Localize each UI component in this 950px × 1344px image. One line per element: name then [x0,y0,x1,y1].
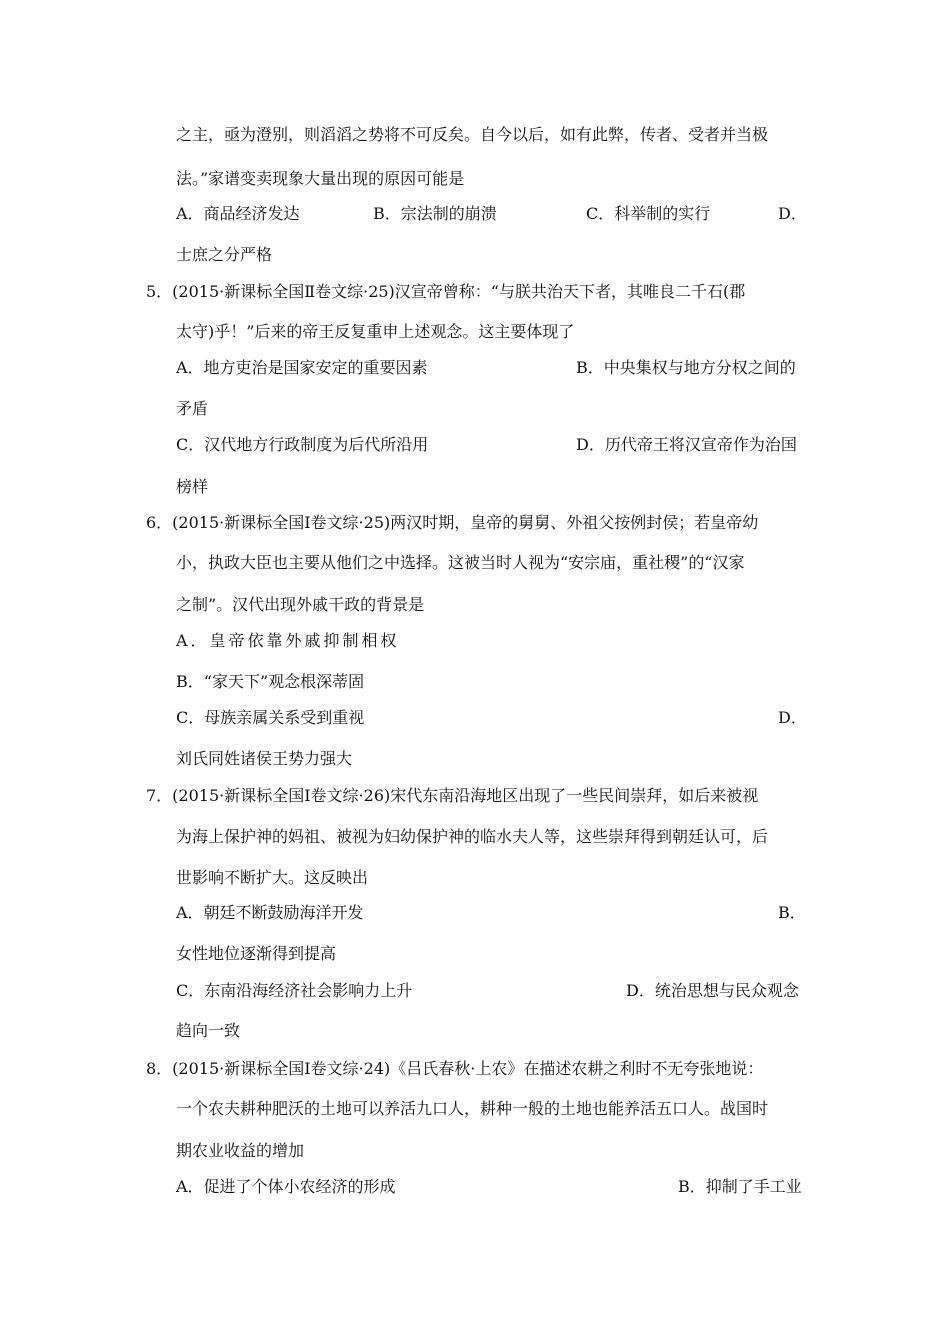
q8-stem-line: 8．(2015·新课标全国Ⅰ卷文综·24)《吕氏春秋·上农》在描述农耕之利时不无夸张地说： [146,1059,764,1078]
q8-option-b: B．抑制了手工业 [678,1177,802,1196]
q7-option-c: C．东南沿海经济社会影响力上升 [176,981,413,1000]
q4-option-b: B．宗法制的崩溃 [373,204,497,223]
q8-stem-line: 期农业收益的增加 [176,1141,305,1160]
q5-option-a: A．地方吏治是国家安定的重要因素 [176,358,428,377]
q7-stem-line: 7．(2015·新课标全国Ⅰ卷文综·26)宋代东南沿海地区出现了一些民间崇拜，如后来被视 [146,786,759,805]
q5-stem-line: 5．(2015·新课标全国Ⅱ卷文综·25)汉宣帝曾称：“与朕共治天下者，其唯良二千石(郡 [146,282,746,301]
q6-option-a: A．皇帝依靠外戚抑制相权 [176,631,400,650]
q6-option-b: B．“家天下”观念根深蒂固 [176,672,365,691]
q6-stem-line: 之制”。汉代出现外戚干政的背景是 [176,595,425,614]
q4-option-a: A．商品经济发达 [176,204,300,223]
q4-option-d-text: 士庶之分严格 [176,245,273,264]
q7-option-b-text: 女性地位逐渐得到提高 [176,944,337,963]
q7-stem-line: 世影响不断扩大。这反映出 [176,868,369,887]
q5-option-b: B．中央集权与地方分权之间的 [576,358,796,377]
q5-option-d: D．历代帝王将汉宣帝作为治国 [576,435,797,454]
q4-option-c: C．科举制的实行 [586,204,711,223]
q6-stem-line: 6．(2015·新课标全国Ⅰ卷文综·25)两汉时期，皇帝的舅舅、外祖父按例封侯；若皇帝幼 [146,513,759,532]
q4-stem-line: 法。”家谱变卖现象大量出现的原因可能是 [176,169,465,188]
q6-option-c: C．母族亲属关系受到重视 [176,708,365,727]
q7-option-b: B． [778,903,806,922]
q4-option-d: D． [778,204,807,223]
q5-option-b-text: 矛盾 [176,399,209,418]
q5-option-c: C．汉代地方行政制度为后代所沿用 [176,435,429,454]
q7-option-d-text: 趋向一致 [176,1021,241,1040]
q7-option-d: D．统治思想与民众观念 [626,981,799,1000]
q8-option-a: A．促进了个体小农经济的形成 [176,1177,396,1196]
q5-option-d-text: 榜样 [176,477,209,496]
q6-option-d-text: 刘氏同姓诸侯王势力强大 [176,749,353,768]
q6-stem-line: 小，执政大臣也主要从他们之中选择。这被当时人视为“安宗庙，重社稷”的“汉家 [176,553,745,572]
q7-stem-line: 为海上保护神的妈祖、被视为妇幼保护神的临水夫人等，这些崇拜得到朝廷认可，后 [176,827,769,846]
q4-stem-line: 之主，亟为澄别，则滔滔之势将不可反矣。自今以后，如有此弊，传者、受者并当极 [176,125,769,144]
q6-option-d: D． [778,708,807,727]
q7-option-a: A．朝廷不断鼓励海洋开发 [176,903,364,922]
q5-stem-line: 太守)乎！”后来的帝王反复重申上述观念。这主要体现了 [176,322,575,341]
q8-stem-line: 一个农夫耕种肥沃的土地可以养活九口人，耕种一般的土地也能养活五口人。战国时 [176,1099,769,1118]
